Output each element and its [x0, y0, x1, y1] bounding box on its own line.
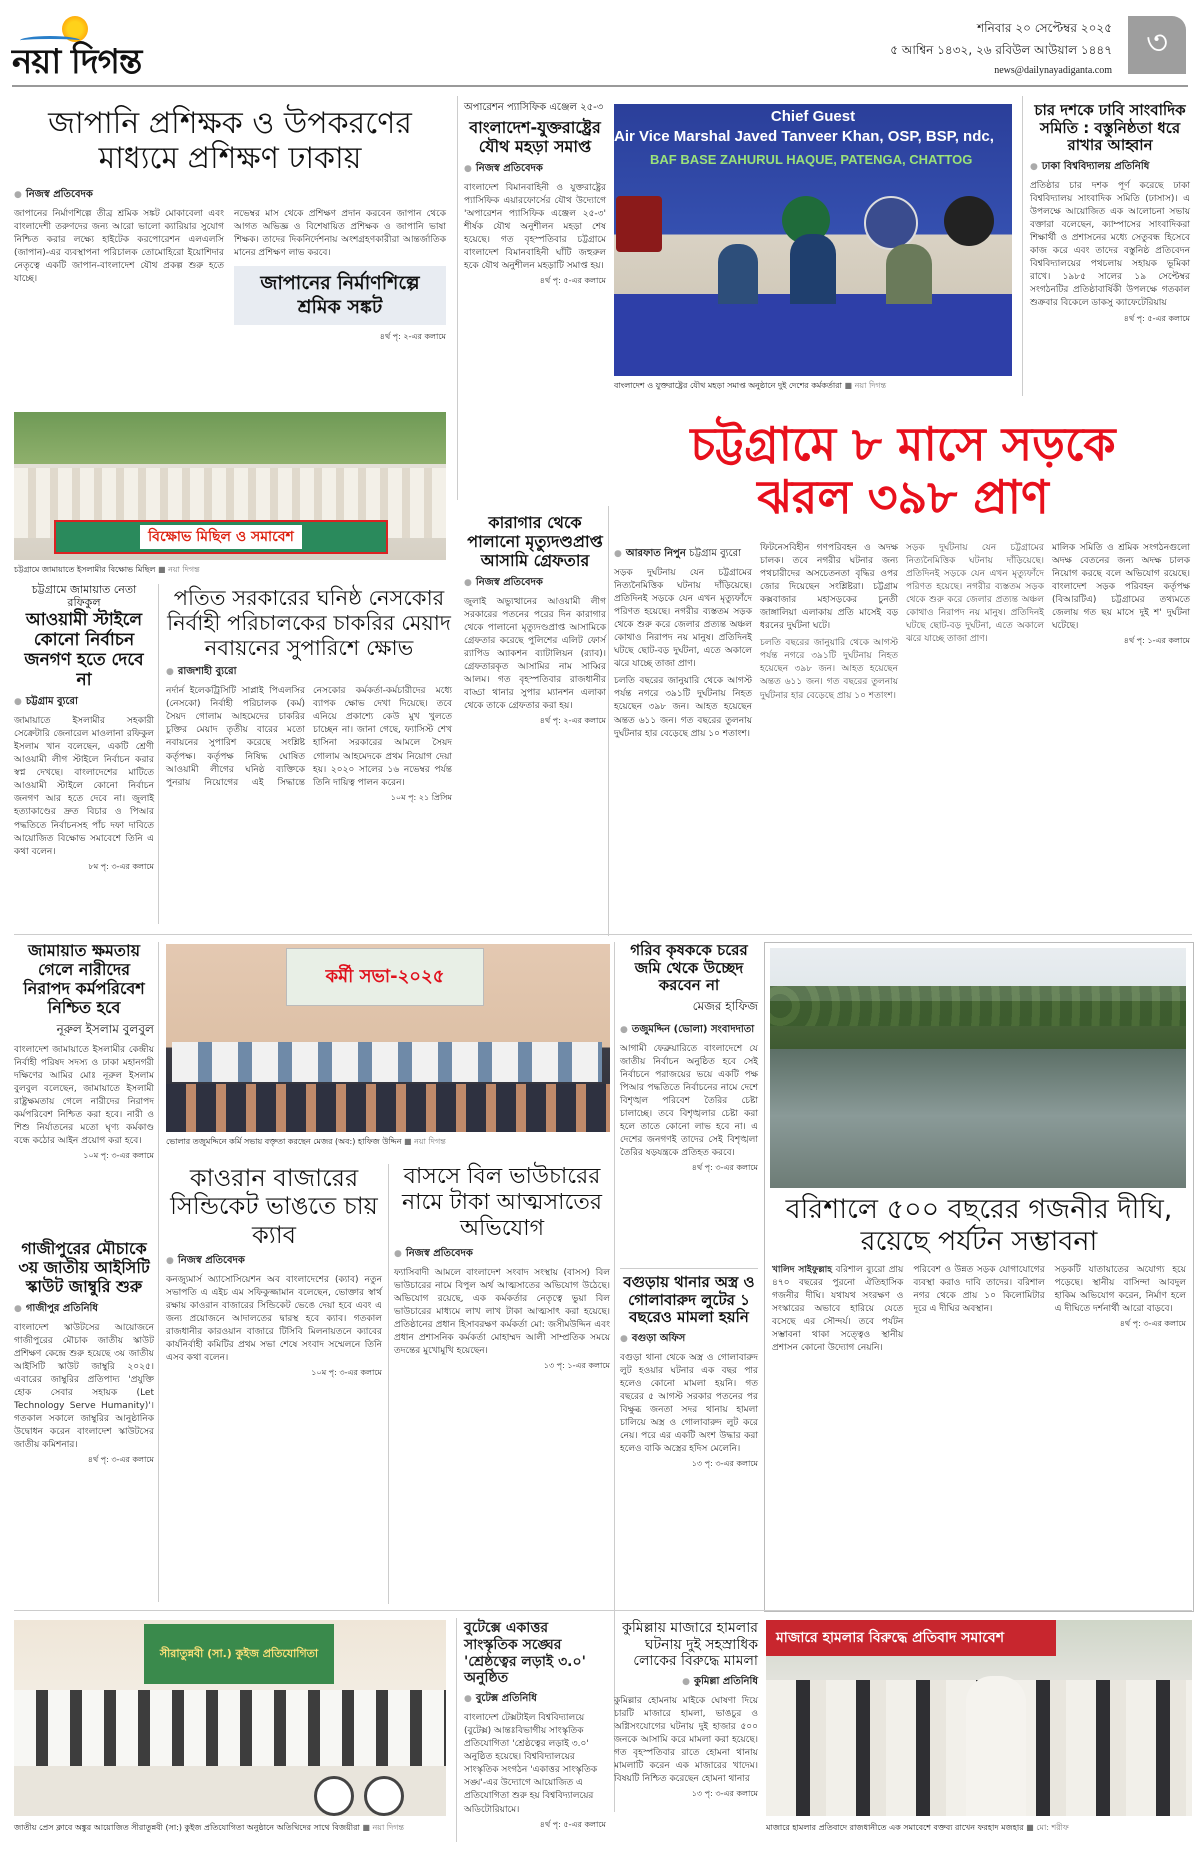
body-chattogram-road-2: চলতি বছরের জানুয়ারি থেকে আগস্ট পর্যন্ত নগরে ৩৯১টি দুর্ঘটনায় নিহত হয়েছেন ৩৯৮ জন। আহত হয়েছেন অন্তত ৬১১ জন। গত বছরের তুলনায় দুর্ঘটনার হার বেড়েছে প্রায় ১০ শতাংশ। [614, 676, 752, 739]
headline-cab[interactable]: কাওরান বাজারের সিন্ডিকেট ভাঙতে চায় ক্যাব [170, 1164, 378, 1249]
page-number-badge [1128, 16, 1186, 74]
photo-credit-text: নয়া দিগন্ত [168, 565, 200, 574]
article-cab [166, 1164, 382, 1380]
article-butex [464, 1620, 606, 1832]
byline-prison-escape: ● নিজস্ব প্রতিবেদক [464, 575, 606, 592]
continued-pacific[interactable]: ৪র্থ পৃ: ৫-এর কলামে [539, 276, 606, 286]
photo-rally[interactable] [14, 412, 446, 560]
article-japan [14, 100, 446, 344]
continued-japan[interactable]: ৪র্থ পৃ: ২-এর কলামে [379, 332, 446, 342]
article-barishal [772, 1194, 1186, 1355]
headline-barishal[interactable]: বরিশালে ৫০০ বছরের গজনীর দীঘি, রয়েছে পর্যটন সম্ভাবনা [785, 1194, 1173, 1257]
column-rule [457, 96, 458, 500]
photo-credit-text: নয়া দিগন্ত [854, 381, 887, 390]
body-scout: বাংলাদেশ স্কাউটসের আয়োজনে গাজীপুরের মৌচাক জাতীয় স্কাউট প্রশিক্ষণ কেন্দ্রে শুরু হয়েছে ৩য় জাতীয় আইসিটি স্কাউট জাম্বুরি ২০২৫। এবারের জাম্বুরির প্রতিপাদ্য 'প্রযুক্তি হোক সেবার সহায়ক (Let Technology Serve Humanity)'। গতকাল সকালে জাম্বুরির আনুষ্ঠানিক উদ্বোধন করেন বাংলাদেশ স্কাউটসের জাতীয় কমিশনার। [14, 1322, 154, 1451]
body-cab: কনজ্যুমার্স অ্যাসোসিয়েশন অব বাংলাদেশের (ক্যাব) নতুন সভাপতি এ এইচ এম সফিকুজ্জামান বলেছেন, ভোক্তার স্বার্থ রক্ষায় কাওরান বাজারের সিন্ডিকেট ভেঙে দেয়া হবে এবং এ জন্য প্রয়োজনে আদালতের দ্বারস্থ হবে ক্যাব। গতকাল রাজধানীর কারওয়ান বাজারে টিসিবি মিলনায়তনে ক্যাবের কার্যনির্বাহী কমিটির প্রথম সভা শেষে সংবাদ সম্মেলনে তিনি এসব কথা বলেন। [166, 1274, 382, 1364]
banner-line-name: Air Vice Marshal Javed Tanveer Khan, OSP, BSP, ndc, [614, 128, 994, 145]
body-bogura: বগুড়া থানা থেকে অস্ত্র ও গোলাবারুদ লুট হওয়ার ঘটনার এক বছর পার হলেও কোনো মামলা হয়নি। গত বছরের ৫ আগস্ট সরকার পতনের পর বিক্ষুব্ধ জনতা সদর থানায় হামলা চালিয়ে অস্ত্র ও গোলাবারুদ লুট করে নেয়। পরে এর একটি অংশ উদ্ধার করা হলেও বাকি অস্ত্রের হদিস মেলেনি। [620, 1353, 758, 1455]
section-rule [14, 934, 1192, 935]
column-rule [158, 942, 159, 1602]
emblem-icon [616, 196, 662, 252]
photo-credit: ■ নয়া দিগন্ত [844, 381, 887, 390]
body-du-journalists: প্রতিষ্ঠার চার দশক পূর্ণ করেছে ঢাকা বিশ্ববিদ্যালয় সাংবাদিক সমিতি (ঢাসাস)। এ উপলক্ষে আয়োজিত এক আলোচনা সভায় বক্তারা বলেছেন, ক্যাম্পাসের সাংবাদিকরা শিক্ষার্থী ও প্রশাসনের মধ্যে সেতুবন্ধ হিসেবে কাজ করে এবং তাদের বস্তুনিষ্ঠ প্রতিবেদন বিশ্ববিদ্যালয়ের পথচলায় সহায়ক ভূমিকা রাখে। ১৯৮৫ সালের ১৯ সেপ্টেম্বর সংগঠনটির প্রতিষ্ঠাবার্ষিকী উপলক্ষে গতকাল শুক্রবার বিকেলে ডাকসু ক্যাফেটেরিয়ায় [1030, 181, 1190, 309]
photo-credit: ■ নয়া দিগন্ত [362, 1823, 405, 1832]
logo[interactable] [12, 14, 222, 82]
column-rule [388, 1164, 389, 1604]
karmi-sabha-banner-text: কর্মী সভা-২০২৫ [325, 965, 445, 987]
tree-line [770, 986, 1186, 1026]
column-rule [608, 506, 609, 936]
article-cumilla [614, 1620, 758, 1801]
headline-pacific[interactable]: বাংলাদেশ-যুক্তরাষ্ট্রের যৌথ মহড়া সমাপ্ত [469, 118, 601, 156]
byline-du-journalists: ● ঢাকা বিশ্ববিদ্যালয় প্রতিনিধি [1030, 159, 1190, 176]
article-jamaat-ctg [14, 584, 154, 874]
photo-credit-text: নয়া দিগন্ত [414, 1137, 446, 1146]
headline-du-journalists[interactable]: চার দশকে ঢাবি সাংবাদিক সমিতি : বস্তুনিষ্ঠতা ধরে রাখার আহ্বান [1034, 101, 1186, 155]
article-nesco [166, 586, 452, 805]
byline-butex: ● বুটেক্স প্রতিনিধি [464, 1691, 606, 1708]
byline-poor-farmer: ● তজুমদ্দিন (ভোলা) সংবাদদাতা [620, 1022, 758, 1039]
body-cumilla: কুমিল্লার হোমনায় মাইকে ঘোষণা দিয়ে চারটি মাজারে হামলা, ভাঙচুর ও অগ্নিসংযোগের ঘটনায় দুই হাজার ৫০০ জনকে আসামি করে মামলা করা হয়েছে। গত বৃহস্পতিবার রাতে হোমনা থানায় মামলাটি করেন এক মাজারের খাদেম। বিষয়টি নিশ্চিত করেছেন হোমনা থানার [614, 1695, 758, 1784]
photo-credit: ■ নয়া দিগন্ত [404, 1137, 446, 1146]
body-butex: বাংলাদেশ টেক্সটাইল বিশ্ববিদ্যালয়ে (বুটেক্স) আন্তঃবিভাগীয় সাংস্কৃতিক প্রতিযোগিতা 'শ্রেষ্ঠত্বের লড়াই ৩.০' অনুষ্ঠিত হয়েছে। বিশ্ববিদ্যালয়ের সাংস্কৃতিক সংগঠন 'একাত্তর সাংস্কৃতিক সঙ্ঘ'-এর উদ্যোগে আয়োজিত এ প্রতিযোগিতা শুরু হয় বিশ্ববিদ্যালয়ের অডিটোরিয়ামে। [464, 1713, 598, 1815]
kicker-jamaat-ctg: চট্টগ্রামে জামায়াত নেতা রফিকুল [31, 583, 137, 609]
byline-name: আরফাত নিপুন [625, 548, 686, 559]
headline-cumilla[interactable]: কুমিল্লায় মাজারে হামলার ঘটনায় দুই সহস্রাধিক লোকের বিরুদ্ধে মামলা [622, 1620, 758, 1670]
clock-icon [364, 1776, 404, 1816]
byline-basas: ● নিজস্ব প্রতিবেদক [394, 1246, 610, 1263]
body-jamaat-ctg: জামায়াতে ইসলামীর সহকারী সেক্রেটারি জেনারেল মাওলানা রফিকুল ইসলাম খান বলেছেন, একটি শ্রেণী আওয়ামী লীগ স্টাইলে নির্বাচন করার স্বপ্ন দেখছে। বাংলাদেশের মাটিতে আওয়ামী স্টাইলে কোনো নির্বাচন জনগণ আর হতে দেবে না। জুলাই হত্যাকাণ্ডের দ্রুত বিচার ও পিআর পদ্ধতিতে নির্বাচনসহ পাঁচ দফা দাবিতে আয়োজিত বিক্ষোভ সমাবেশে তিনি এ কথা বলেন। [14, 716, 154, 857]
headline-chattogram-road[interactable]: চট্টগ্রামে ৮ মাসে সড়কে ঝরল ৩৯৮ প্রাণ [690, 417, 1116, 524]
contact-email[interactable]: news@dailynayadiganta.com [994, 65, 1112, 76]
official-person [718, 244, 758, 304]
column-rule [456, 1618, 457, 1842]
byline-name: খালিদ সাইফুল্লাহ [772, 1264, 832, 1275]
byline-pacific: ● নিজস্ব প্রতিবেদক [464, 161, 606, 178]
article-du-journalists [1030, 102, 1190, 326]
headline-poor-farmer[interactable]: গরিব কৃষককে চরের জমি থেকে উচ্ছেদ করবেন না [630, 941, 748, 995]
emblem-icon [864, 196, 918, 250]
caption-text: জাতীয় প্রেস ক্লাবে অঙ্কুর আয়োজিত সীরাতুন্নবী (সা:) কুইজ প্রতিযোগিতা অনুষ্ঠানে অতিথিদের সাথে বিজয়ীরা [14, 1823, 360, 1832]
photo-joint-exercise[interactable] [614, 104, 1012, 376]
date-bangla-hijri: ৫ আশ্বিন ১৪৩২, ২৬ রবিউল আউয়াল ১৪৪৭ [890, 43, 1112, 57]
article-prison-escape [464, 514, 606, 728]
photo-credit-text: নয়া দিগন্ত [372, 1823, 405, 1832]
mazar-banner-text: মাজারে হামলার বিরুদ্ধে প্রতিবাদ সমাবেশ [776, 1630, 1005, 1646]
masthead [0, 0, 1200, 92]
kicker-pacific: অপারেশন প্যাসিফিক এঞ্জেল ২৫-৩ [464, 102, 604, 113]
pullquote-japan: জাপানের নির্মাণশিল্পে শ্রমিক সঙ্কট [234, 266, 446, 326]
caption-rally [14, 564, 446, 577]
column-rule [158, 584, 159, 924]
article-bogura [620, 1274, 758, 1471]
headline-japan[interactable]: জাপানি প্রশিক্ষক ও উপকরণের মাধ্যমে প্রশিক্ষণ ঢাকায় [48, 106, 412, 177]
continued-poor-farmer[interactable]: ৪র্থ পৃ: ৩-এর কলামে [691, 1163, 758, 1173]
caption-text: বাংলাদেশ ও যুক্তরাষ্ট্রের যৌথ মহড়া সমাপ্ত অনুষ্ঠানে দুই দেশের কর্মকর্তারা [614, 381, 842, 390]
continued-prison-escape[interactable]: ৪র্থ পৃ: ২-এর কলামে [539, 716, 606, 726]
caption-joint-exercise [614, 380, 1034, 393]
quiz-banner [144, 1624, 334, 1684]
speaker-women-safety: নূরুল ইসলাম বুলবুল [56, 1021, 154, 1036]
speakers-row [172, 1042, 602, 1082]
photo-karmi-sabha[interactable] [166, 944, 610, 1132]
article-poor-farmer [620, 942, 758, 1175]
audience-row [166, 1084, 610, 1132]
body-barishal-3: সড়কটি যাতায়াতের অযোগ্য হয়ে পড়েছে। স্থানীয় বাসিন্দা আবদুল হাকিম অভিযোগ করেন, নির্মাণ হলে এ দীঘিতে দর্শনার্থী আরো বাড়বে। [1054, 1264, 1186, 1314]
headline-nesco[interactable]: পতিত সরকারের ঘনিষ্ঠ নেসকোর নির্বাহী পরিচালকের চাকরির মেয়াদ নবায়নের সুপারিশে ক্ষোভ [167, 586, 451, 660]
caption-text: চট্টগ্রামে জামায়াতে ইসলামীর বিক্ষোভ মিছিল [14, 565, 156, 574]
continued-chattogram-road[interactable]: ৪র্থ পৃ: ১-এর কলামে [1123, 636, 1190, 646]
caption-quiz [14, 1822, 454, 1835]
headline-jamaat-ctg[interactable]: আওয়ামী স্টাইলে কোনো নির্বাচন জনগণ হতে দেবে না [24, 609, 144, 691]
body-japan-2: নভেম্বর মাস থেকে প্রশিক্ষণ প্রদান করবেন জাপান থেকে আগত অভিজ্ঞ ও বিশেষায়িত প্রশিক্ষক ও জাপানি ভাষা শিক্ষক। তাদের দিকনির্দেশনায় অংশগ্রহণকারীরা আন্তর্জাতিক মানের প্রশিক্ষণ লাভ করবে। [234, 208, 446, 258]
byline-desk: বরিশাল ব্যুরো [835, 1264, 886, 1275]
body-women-safety: বাংলাদেশ জামায়াতে ইসলামীর কেন্দ্রীয় নির্বাহী পরিষদ সদস্য ও ঢাকা মহানগরী দক্ষিণের আমির মোঃ নূরুল ইসলাম বুলবুল বলেছেন, জামায়াতে ইসলামী রাষ্ট্রক্ষমতায় গেলে নারীদের নিরাপদ কর্মপরিবেশ নিশ্চিত করা হবে। নারী ও শিশু নির্যাতনের মতো ঘৃণ্য কর্মকাণ্ড বন্ধে কঠোর আইন প্রয়োগ করা হবে। [14, 1044, 154, 1146]
continued-nesco[interactable]: ১০ম পৃ: ২১ প্রিসিম [390, 792, 452, 802]
continued-cab[interactable]: ১০ম পৃ: ৩-এর কলামে [311, 1368, 382, 1378]
headline-scout[interactable]: গাজীপুরের মৌচাকে ৩য় জাতীয় আইসিটি স্কাউট জাম্বুরি শুরু [18, 1239, 150, 1296]
body-chattogram-road-1: সড়ক দুর্ঘটনায় যেন চট্টগ্রামের নিত্যনৈমিত্তিক ঘটনায় দাঁড়িয়েছে। প্রতিদিনই সড়কে যেন এখন মৃত্যুফাঁদে পরিণত হয়েছে। নগরীর ব্যস্ততম সড়ক থেকে শুরু করে জেলার প্রত্যন্ত অঞ্চল কোথাও নিরাপদ নয় মানুষ। প্রতিদিনই ঘটছে ছোট-বড় দুর্ঘটনা, এতে অকালে ঝরে যাচ্ছে তাজা প্রাণ। [614, 568, 752, 670]
photo-gazni-lake[interactable] [770, 948, 1186, 1188]
headline-women-safety[interactable]: জামায়াত ক্ষমতায় গেলে নারীদের নিরাপদ কর্মপরিবেশ নিশ্চিত হবে [23, 941, 145, 1017]
banner-line-chief-guest: Chief Guest [770, 108, 856, 125]
speaker-figure [966, 1676, 1026, 1816]
body-chattogram-road-4: মালিক সমিতি ও শ্রমিক সংগঠনগুলো অদক্ষ বেতনের জন্য অদক্ষ চালক নিয়োগ করছে বলে অভিযোগ রয়েছে। বাংলাদেশ সড়ক পরিবহন কর্তৃপক্ষ (বিআরটিএ) চট্টগ্রামের তথ্যমতে জেলায় গত ছয় মাসে দুই শ' দুর্ঘটনা ঘটেছে। [1052, 543, 1190, 632]
quiz-banner-text: সীরাতুন্নবী (সা.) কুইজ প্রতিযোগিতা [159, 1646, 319, 1660]
photo-credit: ■ নয়া দিগন্ত [157, 565, 200, 574]
section-rule [620, 1268, 758, 1269]
continued-jamaat-ctg[interactable]: ৮ম পৃ: ৩-এর কলামে [88, 861, 154, 871]
byline-bogura: ● বগুড়া অফিস [620, 1331, 758, 1348]
byline-scout: ● গাজীপুর প্রতিনিধি [14, 1301, 154, 1318]
banner-line-base: BAF BASE ZAHURUL HAQUE, PATENGA, CHATTOG [650, 152, 973, 167]
headline-bogura[interactable]: বগুড়ায় থানার অস্ত্র ও গোলাবারুদ লুটের ১ বছরেও মামলা হয়নি [623, 1273, 755, 1327]
mazar-banner [766, 1620, 1056, 1656]
speaker-poor-farmer: মেজর হাফিজ [692, 999, 758, 1014]
byline-japan: ● নিজস্ব প্রতিবেদক [14, 187, 446, 204]
body-poor-farmer: আগামী ফেব্রুয়ারিতে বাংলাদেশে যে জাতীয় নির্বাচন অনুষ্ঠিত হবে সেই নির্বাচনে পরাজয়ের ভয়ে একটি পক্ষ পিআর পদ্ধতিতে নির্বাচনের নামে দেশে বিশৃঙ্খল পরিবেশ তৈরির চেষ্টা চালাচ্ছে। তবে বিশৃঙ্খলার চেষ্টা করা হলে তাতে কোনো লাভ হবে না। এ দেশের জনগণই তাদের সেই বিশৃঙ্খলা তৈরির ষড়যন্ত্রকে প্রতিহত করবে। [620, 1044, 758, 1159]
clock-icon [314, 1776, 354, 1816]
photo-quiz[interactable] [14, 1620, 446, 1816]
body-basas: ফ্যাসিবাদী আমলে বাংলাদেশ সংবাদ সংস্থায় (বাসস) বিল ভাউচারের নামে বিপুল অর্থ আত্মসাতের অভিযোগ উঠেছে। অভিযোগ রয়েছে, এক কর্মকর্তার নেতৃত্বে ভুয়া বিল ভাউচারের মাধ্যমে লাখ লাখ টাকা আত্মসাৎ করা হয়েছে। প্রতিষ্ঠানের প্রধান হিসাবরক্ষণ কর্মকর্তা মো: জসীমউদ্দিন এবং প্রধান প্রশাসনিক কর্মকর্তা মোহাম্মদ আলী সাম্প্রতিক সময়ে তদন্তের মুখোমুখি হয়েছেন। [394, 1267, 610, 1357]
byline-cumilla: ● কুমিল্লা প্রতিনিধি [614, 1674, 758, 1691]
body-prison-escape: জুলাই অভ্যুত্থানের আওয়ামী লীগ সরকারের পতনের পরের দিন কারাগার থেকে পালানো মৃত্যুদণ্ডপ্রাপ্ত আসামিকে গ্রেফতার করেছে পুলিশের এলিট ফোর্স র‍্যাপিড অ্যাকশন ব্যাটালিয়ন (র‍্যাব)। গ্রেফতারকৃত আসামির নাম সাব্বির আলম। গত বৃহস্পতিবার রাজধানীর বাড্ডা থানার সুপার ম্যানশন এলাকা থেকে তাকে গ্রেফতার করা হয়। [464, 596, 606, 711]
official-person [790, 234, 836, 304]
article-pacific-angel [464, 100, 606, 288]
body-barishal-2: পরিবেশ ও উন্নত সড়ক যোগাযোগের ব্যবস্থা করাও দাবি তাদের। বরিশাল নগর থেকে প্রায় ১০ কিলোমিটার দূরে এ দীঘির অবস্থান। [913, 1264, 1045, 1314]
continued-du-journalists[interactable]: ৪র্থ পৃ: ৫-এর কলামে [1123, 313, 1190, 323]
headline-basas[interactable]: বাসসে বিল ভাউচারের নামে টাকা আত্মসাতের অভিযোগ [402, 1164, 602, 1241]
continued-cumilla[interactable]: ১৩ পৃ: ৩-এর কলামে [691, 1788, 758, 1798]
continued-scout[interactable]: ৪র্থ পৃ: ৩-এর কলামে [87, 1455, 154, 1465]
rally-banner [54, 520, 388, 554]
masthead-rule [12, 85, 1188, 87]
byline-chattogram-road [614, 546, 752, 563]
byline-jamaat-ctg: ● চট্টগ্রাম ব্যুরো [14, 694, 154, 711]
caption-text: মাজারে হামলার প্রতিবাদে রাজধানীতে এক সমাবেশে বক্তব্য রাখেন ফরহাদ মজহার [766, 1823, 1024, 1832]
continued-bogura[interactable]: ১৩ পৃ: ৩-এর কলামে [691, 1459, 758, 1469]
continued-butex[interactable]: ৪র্থ পৃ: ৫-এর কলামে [539, 1819, 606, 1829]
column-rule [1022, 96, 1023, 396]
chattogram-road-columns [614, 542, 1192, 741]
byline-cab: ● নিজস্ব প্রতিবেদক [166, 1253, 382, 1270]
continued-barishal[interactable]: ৪র্থ পৃ: ৩-এর কলামে [1119, 1318, 1186, 1328]
caption-text: ভোলার তজুমদ্দিনে কর্মি সভায় বক্তৃতা করছেন মেজর (অব:) হাফিজ উদ্দিন [166, 1137, 402, 1146]
article-chattogram-road [614, 412, 1192, 530]
page-number: ৩ [1145, 22, 1169, 63]
article-basas [394, 1164, 610, 1373]
section-rule [14, 1610, 1192, 1611]
photo-mazar-protest[interactable] [766, 1620, 1192, 1816]
continued-women-safety[interactable]: ১০ম পৃ: ৩-এর কলামে [83, 1150, 154, 1160]
continued-basas[interactable]: ১৩ পৃ: ১-এর কলামে [543, 1361, 610, 1371]
byline-desk: চট্টগ্রাম ব্যুরো [689, 548, 742, 559]
date-gregorian: শনিবার ২০ সেপ্টেম্বর ২০২৫ [977, 21, 1112, 35]
body-japan-1: জাপানের নির্মাণশিল্পে তীব্র শ্রমিক সঙ্কট মোকাবেলা এবং বাংলাদেশী তরুণদের জন্য আরো ভালো ক্যারিয়ার সুযোগ নিশ্চিত করার লক্ষ্যে হাইটেক করপোরেশন এলএলসি (জাপান)-এর ব্যবস্থাপনা পরিচালক তোমোহিরো ইয়োশিদার নেতৃত্বে একটি জাপান-বাংলাদেশ যৌথ প্রকল্প শুরু হতে যাচ্ছে। [14, 208, 224, 285]
body-chattogram-road-3: ফিটনেসবিহীন গণপরিবহন ও অদক্ষ চালক। তবে নগরীর ঘটনার জন্য পথচারীদের অসচেতনতা বৃদ্ধির ওপর জোর দিয়েছেন সংশ্লিষ্টরা। চট্টগ্রাম কক্সবাজার মহাসড়কের চুনতী জাঙ্গালিয়া এলাকায় প্রতি মাসেই বড় ধরনের দুর্ঘটনা ঘটে। [760, 543, 898, 632]
photo-credit: ■ মো: শরীফ [1026, 1823, 1069, 1832]
headline-prison-escape[interactable]: কারাগার থেকে পালানো মৃত্যুদণ্ডপ্রাপ্ত আসামি গ্রেফতার [467, 513, 603, 570]
body-pacific: বাংলাদেশ বিমানবাহিনী ও যুক্তরাষ্ট্রের প্যাসিফিক এয়ারফোর্সের যৌথ উদ্যোগে 'অপারেশন প্যাসিফিক এঞ্জেল ২৫-৩' শীর্ষক যৌথ অনুশীলন মহড়া শেষ হয়েছে। গত বৃহস্পতিবার চট্টগ্রামে বাংলাদেশ বিমানবাহিনী ঘাঁটি জহুরুল হকে যৌথ অনুশীলন মহড়াটি সমাপ্ত হয়। [464, 182, 606, 272]
rally-banner-text: বিক্ষোভ মিছিল ও সমাবেশ [140, 525, 302, 549]
date-block [890, 20, 1112, 76]
body-chattogram-road-3b: চলতি বছরের জানুয়ারি থেকে আগস্ট পর্যন্ত নগরে ৩৯১টি দুর্ঘটনায় নিহত হয়েছেন ৩৯৮ জন। আহত হয়েছেন অন্তত ৬১১ জন। গত বছরের তুলনায় দুর্ঘটনার হার বেড়েছে প্রায় ১০ শতাংশ। [760, 638, 898, 701]
official-person [886, 244, 932, 304]
logo-text: নয়া দিগন্ত [12, 42, 142, 82]
body-barishal-1 [772, 1264, 903, 1355]
article-scout [14, 1240, 154, 1467]
emblem-icon [944, 196, 994, 246]
article-women-safety [14, 942, 154, 1163]
body-chattogram-road-3c: সড়ক দুর্ঘটনায় যেন চট্টগ্রামের নিত্যনৈমিত্তিক ঘটনায় দাঁড়িয়েছে। প্রতিদিনই সড়কে যেন এখন মৃত্যুফাঁদে পরিণত হয়েছে। নগরীর ব্যস্ততম সড়ক থেকে শুরু করে জেলার প্রত্যন্ত অঞ্চল কোথাও নিরাপদ নয় মানুষ। প্রতিদিনই ঘটছে ছোট-বড় দুর্ঘটনা, এতে অকালে ঝরে যাচ্ছে তাজা প্রাণ। [906, 543, 1044, 645]
karmi-sabha-banner [286, 948, 484, 1006]
body-nesco: নর্দার্ন ইলেকট্রিসিটি সাপ্লাই পিএলসির (নেসকো) নির্বাহী পরিচালক (কর্ম) সৈয়দ গোলাম আহমেদের চাকরির চুক্তির মেয়াদ তৃতীয় বারের মতো নবায়নের সুপারিশ করেছে সংশ্লিষ্ট কর্তৃপক্ষ। কর্তৃপক্ষ নিষিদ্ধ ঘোষিত আওয়ামী লীগের ঘনিষ্ঠ ব্যক্তিকে পুনরায় নিয়োগের এই সিদ্ধান্তে নেসকোর কর্মকর্তা-কর্মচারীদের মধ্যে ব্যাপক ক্ষোভ দেখা দিয়েছে। তবে এনিয়ে প্রকাশ্যে কেউ মুখ খুলতে চাচ্ছেন না। জানা গেছে, ফ্যাসিস্ট শেখ হাসিনা সরকারের আমলে সৈয়দ গোলাম আহমেদকে প্রথম নিয়োগ দেয়া হয়। ২০২০ সালের ১৬ নভেম্বর পর্যন্ত তিনি দায়িত্ব পালন করেন। [166, 686, 452, 788]
headline-butex[interactable]: বুটেক্সে একাত্তর সাংস্কৃতিক সঙ্ঘের 'শ্রেষ্ঠত্বের লড়াই ৩.০' অনুষ্ঠিত [464, 1620, 586, 1687]
officials-table [614, 294, 1012, 376]
photo-credit-text: মো: শরীফ [1036, 1823, 1069, 1832]
winners-row [14, 1690, 446, 1766]
caption-mazar [766, 1822, 1196, 1835]
byline-nesco: ● রাজশাহী ব্যুরো [166, 664, 452, 681]
caption-karmi-sabha [166, 1136, 610, 1149]
body-text: প্রায় ৪৭০ বছরের পুরনো ঐতিহাসিক গজনীর দীঘি। যথাযথ সংরক্ষণ ও সংস্কারের অভাবে হারিয়ে যেতে বসেছে এর সৌন্দর্য। তবে পর্যটন সম্ভাবনা থাকা সত্ত্বেও স্থানীয় প্রশাসন কোনো উদ্যোগ নেয়নি। [772, 1264, 904, 1353]
